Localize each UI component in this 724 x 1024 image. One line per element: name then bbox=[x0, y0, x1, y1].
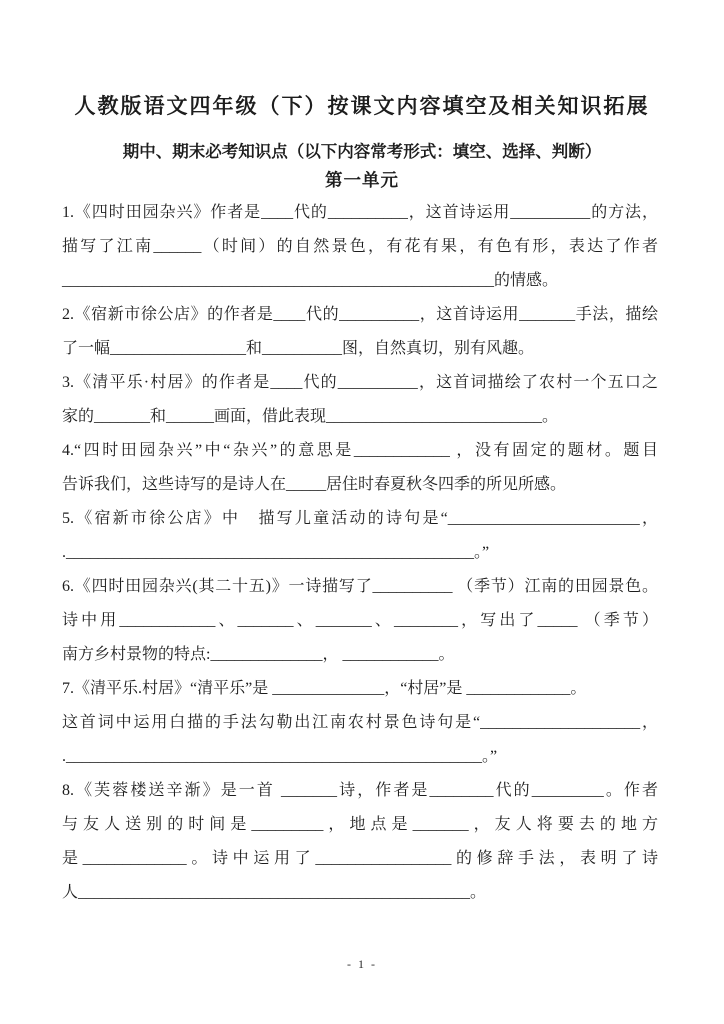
question-6-line-1: 6.《四时田园杂兴(其二十五)》一诗描写了__________ （季节）江南的田园景色。 bbox=[62, 578, 658, 595]
question-4 bbox=[62, 434, 658, 502]
question-8-line-4: 人_________________________________________________。 bbox=[62, 884, 487, 901]
question-4-line-2: 告诉我们，这些诗写的是诗人在_____居住时春夏秋冬四季的所见所感。 bbox=[62, 476, 567, 493]
question-4-line-1: 4.“四时田园杂兴”中“杂兴”的意思是____________ ，没有固定的题材。题目 bbox=[62, 442, 658, 459]
question-7-line-2: 这首词中运用白描的手法勾勒出江南农村景色诗句是“____________________， bbox=[62, 714, 658, 731]
unit-heading: 第一单元 bbox=[325, 170, 399, 190]
question-1-line-3: ______________________________________________________的情感。 bbox=[62, 272, 559, 289]
question-5-line-1: 5.《宿新市徐公店》中 描写儿童活动的诗句是“________________________， bbox=[62, 510, 658, 527]
question-2 bbox=[62, 298, 658, 366]
question-2-line-1: 2.《宿新市徐公店》的作者是____代的__________，这首诗运用_______手法，描绘 bbox=[62, 306, 658, 323]
question-5-line-2: .___________________________________________________。” bbox=[62, 544, 490, 561]
question-8-line-3: 是_____________。诗中运用了_________________的修辞手法，表明了诗 bbox=[62, 850, 658, 867]
question-8-line-1: 8.《芙蓉楼送辛渐》是一首 _______诗，作者是________代的_________。作者 bbox=[62, 782, 658, 799]
question-2-line-2: 了一幅_________________和__________图，自然真切，别有风趣。 bbox=[62, 340, 535, 357]
question-7 bbox=[62, 672, 658, 774]
question-8-line-2: 与友人送别的时间是_________，地点是_______，友人将要去的地方 bbox=[62, 816, 658, 833]
question-3-line-1: 3.《清平乐·村居》的作者是____代的__________，这首词描绘了农村一个五口之 bbox=[62, 374, 658, 391]
question-1-line-2: 描写了江南______（时间）的自然景色，有花有果，有色有形，表达了作者 bbox=[62, 238, 658, 255]
question-6 bbox=[62, 570, 658, 672]
question-7-line-1: 7.《清平乐.村居》“清平乐”是 ______________，“村居”是 _____________。 bbox=[62, 680, 587, 697]
question-3-line-2: 家的_______和______画面，借此表现___________________________。 bbox=[62, 408, 559, 425]
page-number: - 1 - bbox=[347, 957, 377, 971]
document-title: 人教版语文四年级（下）按课文内容填空及相关知识拓展 bbox=[74, 94, 650, 118]
question-5 bbox=[62, 502, 658, 570]
question-6-line-3: 南方乡村景物的特点:______________， ____________。 bbox=[62, 646, 455, 663]
question-1 bbox=[62, 196, 658, 298]
question-7-line-3: .____________________________________________________。” bbox=[62, 748, 498, 765]
document-subtitle: 期中、期末必考知识点（以下内容常考形式：填空、选择、判断） bbox=[122, 142, 602, 161]
question-list bbox=[62, 196, 658, 910]
question-8 bbox=[62, 774, 658, 910]
question-1-line-1: 1.《四时田园杂兴》作者是____代的__________，这首诗运用__________的方法， bbox=[62, 204, 658, 221]
question-6-line-2: 诗中用____________、_______、_______、________，写出了_____ （季节） bbox=[62, 612, 658, 629]
question-3 bbox=[62, 366, 658, 434]
